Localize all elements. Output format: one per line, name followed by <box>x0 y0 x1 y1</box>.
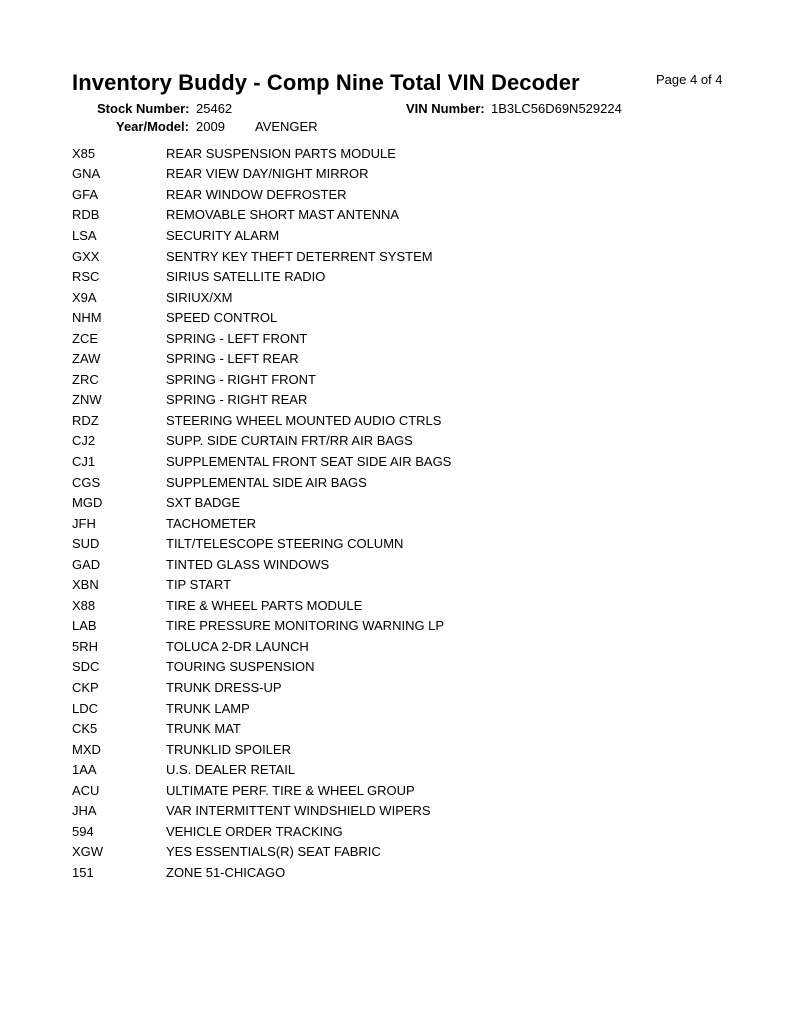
option-code-row <box>72 595 732 616</box>
option-code: 5RH <box>72 638 99 654</box>
option-description: SIRIUX/XM <box>166 289 233 305</box>
option-code: CGS <box>72 474 101 490</box>
option-code: LSA <box>72 227 97 243</box>
option-description: SPEED CONTROL <box>166 310 278 326</box>
option-code: ACU <box>72 782 100 798</box>
option-description: SUPPLEMENTAL SIDE AIR BAGS <box>166 474 367 490</box>
option-description: REAR SUSPENSION PARTS MODULE <box>166 145 396 161</box>
option-code-row <box>72 451 732 472</box>
stock-number-label: Stock Number: <box>97 101 190 116</box>
option-description: SUPP. SIDE CURTAIN FRT/RR AIR BAGS <box>166 433 413 449</box>
option-code-row <box>72 184 732 205</box>
option-code: RDB <box>72 207 100 223</box>
option-code-row <box>72 390 732 411</box>
option-description: TOLUCA 2-DR LAUNCH <box>166 638 309 654</box>
option-code-row <box>72 307 732 328</box>
option-code-row <box>72 842 732 863</box>
option-code-row <box>72 410 732 431</box>
option-description: TIRE PRESSURE MONITORING WARNING LP <box>166 618 445 634</box>
option-description: SPRING - LEFT FRONT <box>166 330 308 346</box>
year-value: 2009 <box>196 119 225 134</box>
option-description: TIP START <box>166 577 232 593</box>
option-description: SENTRY KEY THEFT DETERRENT SYSTEM <box>166 248 433 264</box>
option-description: SPRING - RIGHT FRONT <box>166 371 316 387</box>
option-code: MGD <box>72 495 103 511</box>
option-code: SUD <box>72 536 100 552</box>
option-code: GXX <box>72 248 100 264</box>
option-code-row <box>72 143 732 164</box>
option-code-list <box>72 143 732 883</box>
option-code: ZCE <box>72 330 98 346</box>
option-code-row <box>72 677 732 698</box>
document-title: Inventory Buddy - Comp Nine Total VIN Decoder <box>72 70 580 95</box>
option-code-row <box>72 328 732 349</box>
option-description: TRUNK DRESS-UP <box>166 679 282 695</box>
model-value: AVENGER <box>255 119 318 134</box>
option-code-row <box>72 205 732 226</box>
option-code: GAD <box>72 556 101 572</box>
option-code: SDC <box>72 659 100 675</box>
vin-number-value: 1B3LC56D69N529224 <box>491 101 622 116</box>
option-code-row <box>72 369 732 390</box>
option-code: CJ1 <box>72 453 96 469</box>
option-code-row <box>72 801 732 822</box>
option-code: XBN <box>72 577 99 593</box>
option-code-row <box>72 287 732 308</box>
option-code: JHA <box>72 803 97 819</box>
option-description: ZONE 51-CHICAGO <box>166 864 286 880</box>
option-description: VEHICLE ORDER TRACKING <box>166 823 343 839</box>
option-description: TRUNK LAMP <box>166 700 250 716</box>
option-code: CJ2 <box>72 433 96 449</box>
stock-number-value: 25462 <box>196 101 233 116</box>
option-description: YES ESSENTIALS(R) SEAT FABRIC <box>166 844 381 860</box>
option-description: SPRING - RIGHT REAR <box>166 392 308 408</box>
option-code-row <box>72 780 732 801</box>
vin-number-label: VIN Number: <box>406 101 485 116</box>
option-code-row <box>72 431 732 452</box>
option-code: X88 <box>72 597 96 613</box>
option-code-row <box>72 821 732 842</box>
option-description: SUPPLEMENTAL FRONT SEAT SIDE AIR BAGS <box>166 453 452 469</box>
option-code: 594 <box>72 823 94 839</box>
option-code: LAB <box>72 618 97 634</box>
year-model-label: Year/Model: <box>116 119 189 134</box>
option-code: GFA <box>72 186 99 202</box>
option-description: TACHOMETER <box>166 515 257 531</box>
option-code-row <box>72 513 732 534</box>
option-code-row <box>72 616 732 637</box>
option-code: MXD <box>72 741 101 757</box>
option-code-row <box>72 574 732 595</box>
option-code-row <box>72 739 732 760</box>
option-description: U.S. DEALER RETAIL <box>166 762 296 778</box>
option-code: GNA <box>72 166 101 182</box>
option-code: CK5 <box>72 721 98 737</box>
option-code-row <box>72 348 732 369</box>
option-code-row <box>72 492 732 513</box>
option-description: REAR VIEW DAY/NIGHT MIRROR <box>166 166 369 182</box>
option-description: TOURING SUSPENSION <box>166 659 315 675</box>
option-code-row <box>72 554 732 575</box>
option-code-row <box>72 759 732 780</box>
option-code-row <box>72 472 732 493</box>
option-code: ZRC <box>72 371 99 387</box>
option-description: REMOVABLE SHORT MAST ANTENNA <box>166 207 400 223</box>
option-code-row <box>72 657 732 678</box>
option-code: X9A <box>72 289 97 305</box>
option-code: X85 <box>72 145 96 161</box>
option-description: SXT BADGE <box>166 495 241 511</box>
option-code: NHM <box>72 310 102 326</box>
option-description: TINTED GLASS WINDOWS <box>166 556 330 572</box>
option-description: TRUNK MAT <box>166 721 241 737</box>
option-code-row <box>72 862 732 883</box>
option-code-row <box>72 533 732 554</box>
option-description: ULTIMATE PERF. TIRE & WHEEL GROUP <box>166 782 415 798</box>
option-description: VAR INTERMITTENT WINDSHIELD WIPERS <box>166 803 431 819</box>
option-code: ZNW <box>72 392 102 408</box>
option-description: TIRE & WHEEL PARTS MODULE <box>166 597 363 613</box>
option-description: SECURITY ALARM <box>166 227 280 243</box>
option-code: RDZ <box>72 412 99 428</box>
option-description: TRUNKLID SPOILER <box>166 741 291 757</box>
option-description: TILT/TELESCOPE STEERING COLUMN <box>166 536 404 552</box>
option-code-row <box>72 718 732 739</box>
option-code-row <box>72 225 732 246</box>
option-code: XGW <box>72 844 104 860</box>
option-code: JFH <box>72 515 96 531</box>
option-code: 151 <box>72 864 94 880</box>
option-code-row <box>72 246 732 267</box>
page-number: Page 4 of 4 <box>656 72 723 87</box>
option-code-row <box>72 266 732 287</box>
option-description: REAR WINDOW DEFROSTER <box>166 186 347 202</box>
option-description: STEERING WHEEL MOUNTED AUDIO CTRLS <box>166 412 442 428</box>
option-description: SPRING - LEFT REAR <box>166 351 299 367</box>
option-code-row <box>72 698 732 719</box>
option-description: SIRIUS SATELLITE RADIO <box>166 269 326 285</box>
option-code-row <box>72 164 732 185</box>
option-code: LDC <box>72 700 99 716</box>
option-code: RSC <box>72 269 100 285</box>
option-code-row <box>72 636 732 657</box>
option-code: ZAW <box>72 351 101 367</box>
option-code: CKP <box>72 679 99 695</box>
option-code: 1AA <box>72 762 97 778</box>
